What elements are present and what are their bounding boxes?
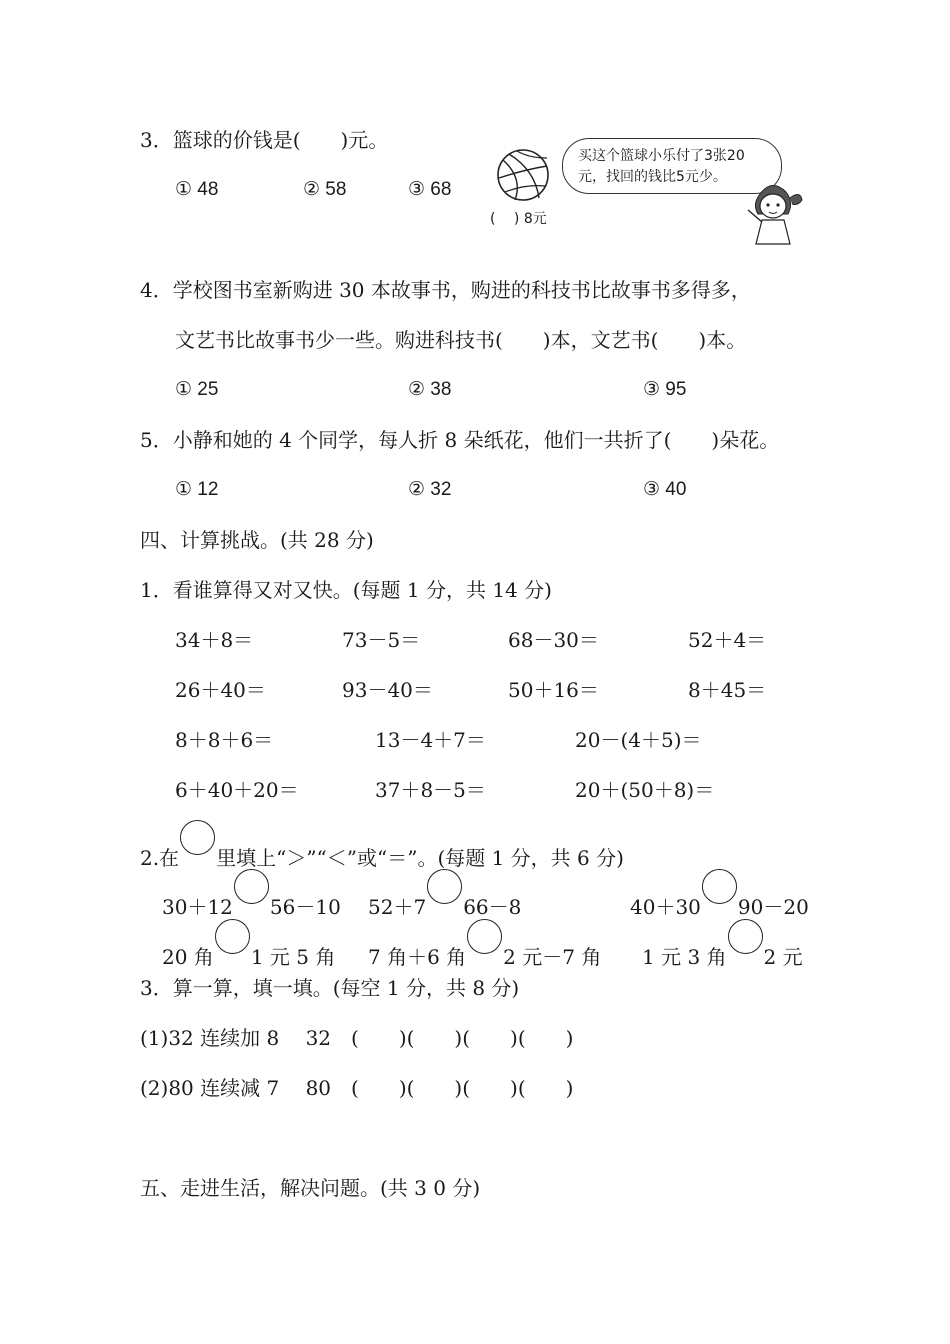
calc-5: 26＋40＝ [175,678,266,702]
calc-4: 52＋4＝ [688,628,767,652]
compare-left: 1 元 3 角 [642,945,727,969]
compare-6 [642,933,803,969]
compare-left: 40＋30 [630,895,701,919]
answer-circle[interactable] [702,869,737,904]
section5-title: 五、走进生活，解决问题。(共 3 0 分) [140,1176,481,1200]
compare-1 [162,883,341,919]
sequence-subtract: (2)80 连续减 7 80 ( )( )( )( ) [140,1076,574,1100]
calc-12: 6＋40＋20＝ [175,778,299,802]
price-tag: ( ) 8元 [490,211,547,227]
calc-6: 93－40＝ [342,678,433,702]
compare-right: 2 元 [763,945,803,969]
q3-option-1: ① 48 [175,179,219,200]
answer-circle[interactable] [215,919,250,954]
section4-part1-title: 1．看谁算得又对又快。(每题 1 分，共 14 分) [140,578,552,602]
compare-2 [368,883,521,919]
answer-circle[interactable] [427,869,462,904]
compare-5 [368,933,601,969]
basketball-icon [495,148,555,204]
q4-option-3: ③ 95 [643,379,687,400]
calc-2: 73－5＝ [342,628,421,652]
answer-circle[interactable] [728,919,763,954]
answer-circle[interactable] [467,919,502,954]
compare-3 [630,883,809,919]
calc-14: 20＋(50＋8)＝ [575,778,715,802]
calc-13: 37＋8－5＝ [375,778,486,802]
section4-title: 四、计算挑战。(共 28 分) [140,528,374,552]
compare-left: 52＋7 [368,895,427,919]
calc-8: 8＋45＝ [688,678,767,702]
compare-4 [162,933,335,969]
calc-11: 20－(4＋5)＝ [575,728,702,752]
answer-circle[interactable] [234,869,269,904]
q4-option-1: ① 25 [175,379,219,400]
q4-line1: 4．学校图书室新购进 30 本故事书，购进的科技书比故事书多得多， [140,278,751,302]
calc-10: 13－4＋7＝ [375,728,486,752]
q5-stem: 5．小静和她的 4 个同学，每人折 8 朵纸花，他们一共折了( )朵花。 [140,428,780,452]
sequence-add: (1)32 连续加 8 32 ( )( )( )( ) [140,1026,574,1050]
calc-1: 34＋8＝ [175,628,254,652]
part2-prefix: 2.在 [140,846,180,870]
q4-option-2: ② 38 [408,379,452,400]
compare-left: 20 角 [162,945,214,969]
q3-option-3: ③ 68 [408,179,452,200]
compare-right: 1 元 5 角 [250,945,336,969]
compare-right: 2 元－7 角 [503,945,602,969]
girl-icon [738,180,808,246]
q5-option-3: ③ 40 [643,479,687,500]
q5-option-2: ② 32 [408,479,452,500]
q4-line2: 文艺书比故事书少一些。购进科技书( )本，文艺书( )本。 [175,328,747,352]
part2-suffix: 里填上“＞”“＜”或“＝”。(每题 1 分，共 6 分) [216,846,624,870]
compare-right: 66－8 [463,895,522,919]
compare-right: 90－20 [737,895,809,919]
q3-option-2: ② 58 [303,179,347,200]
q5-option-1: ① 12 [175,479,219,500]
compare-right: 56－10 [269,895,341,919]
calc-7: 50＋16＝ [508,678,599,702]
calc-9: 8＋8＋6＝ [175,728,274,752]
compare-left: 7 角＋6 角 [368,945,467,969]
section4-part3-title: 3．算一算，填一填。(每空 1 分，共 8 分) [140,976,520,1000]
circle-icon [180,820,215,855]
speech-text: 买这个篮球小乐付了3张20元，找回的钱比5元少。 [578,148,745,185]
calc-3: 68－30＝ [508,628,599,652]
section4-part2-title [140,834,624,870]
q3-stem: 3．篮球的价钱是( )元。 [140,128,389,152]
compare-left: 30＋12 [162,895,233,919]
